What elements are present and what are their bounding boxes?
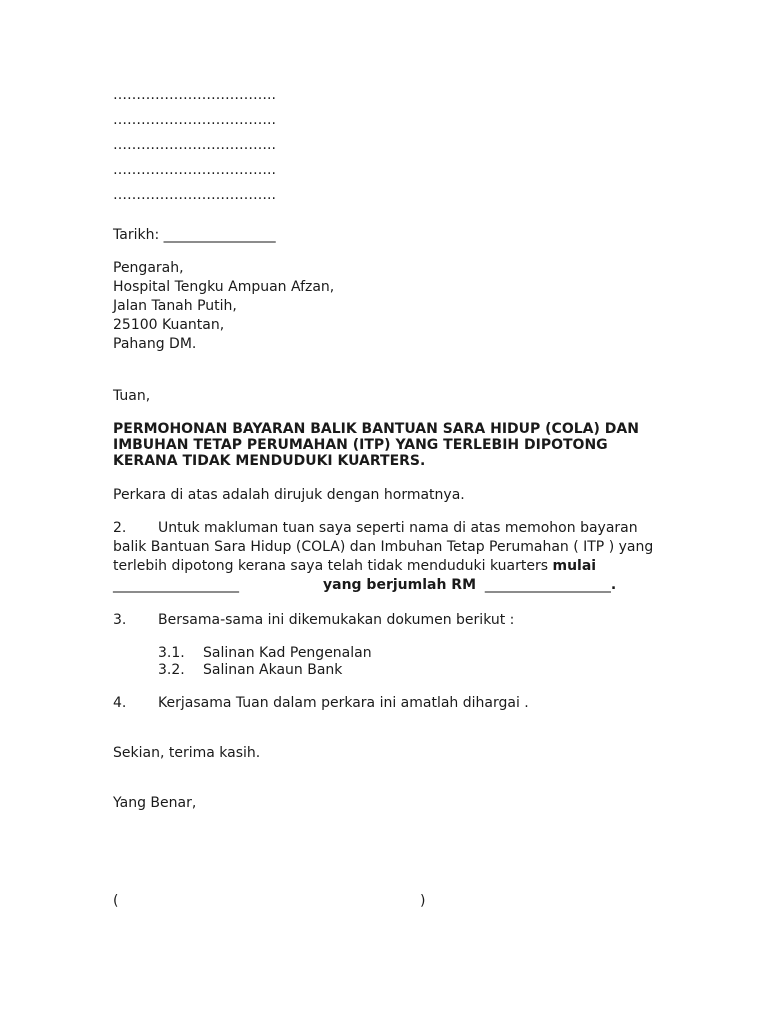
para3-text: Bersama-sama ini dikemukakan dokumen berikut :: [158, 612, 515, 628]
para4-line: [113, 694, 529, 713]
para3-number: 3.: [113, 612, 127, 628]
list-item-text: Salinan Akaun Bank: [203, 662, 343, 678]
closing-text: Sekian, terima kasih.: [113, 745, 261, 761]
para2-number: 2.: [113, 520, 127, 536]
para2-line-2: balik Bantuan Sara Hidup (COLA) dan Imbuhan Tetap Perumahan ( ITP ) yang: [113, 539, 654, 555]
list-item-text: Salinan Kad Pengenalan: [203, 645, 372, 661]
para2-line-1: [113, 519, 638, 538]
subject-line-2: IMBUHAN TETAP PERUMAHAN (ITP) YANG TERLEBIH DIPOTONG: [113, 437, 608, 453]
para3-line: [113, 611, 514, 630]
sender-line-1: ……………………………..: [113, 87, 276, 103]
para4-text: Kerjasama Tuan dalam perkara ini amatlah dihargai .: [158, 695, 529, 711]
para2-text-1: Untuk makluman tuan saya seperti nama di atas memohon bayaran: [158, 520, 638, 536]
sender-line-3: ……………………………..: [113, 137, 276, 153]
date-label: Tarikh:: [113, 227, 160, 243]
para2-mulai: mulai: [552, 558, 597, 574]
recipient-line-5: Pahang DM.: [113, 336, 197, 352]
list-item-number: 3.1.: [158, 645, 185, 661]
para2-blank-date: __________________: [113, 577, 239, 593]
subject-line-1: PERMOHONAN BAYARAN BALIK BANTUAN SARA HIDUP (COLA) DAN: [113, 421, 639, 437]
subject-line-3: KERANA TIDAK MENDUDUKI KUARTERS.: [113, 453, 426, 469]
para2-line-3: [113, 557, 596, 576]
reference-text: Perkara di atas adalah dirujuk dengan hormatnya.: [113, 487, 465, 503]
para2-amount-label: yang berjumlah RM: [323, 577, 477, 593]
date-line: [113, 226, 276, 245]
signature-open-paren: (: [113, 893, 119, 909]
sender-line-5: ……………………………..: [113, 187, 276, 203]
para2-line-4: [113, 576, 616, 595]
recipient-line-1: Pengarah,: [113, 260, 184, 276]
list-item-number: 3.2.: [158, 662, 185, 678]
recipient-line-2: Hospital Tengku Ampuan Afzan,: [113, 279, 335, 295]
recipient-line-3: Jalan Tanah Putih,: [113, 298, 237, 314]
sender-line-2: ……………………………..: [113, 112, 276, 128]
para4-number: 4.: [113, 695, 127, 711]
para2-text-3: terlebih dipotong kerana saya telah tidak menduduki kuarters: [113, 558, 553, 574]
list-item: [158, 661, 342, 680]
para2-blank-amount: __________________: [484, 577, 611, 593]
signature-close-paren: ): [420, 893, 426, 909]
date-blank: ________________: [163, 227, 276, 243]
recipient-line-4: 25100 Kuantan,: [113, 317, 225, 333]
sender-line-4: ……………………………..: [113, 162, 276, 178]
sign-off: Yang Benar,: [113, 795, 197, 811]
para2-end: .: [610, 577, 617, 593]
salutation: Tuan,: [113, 388, 151, 404]
